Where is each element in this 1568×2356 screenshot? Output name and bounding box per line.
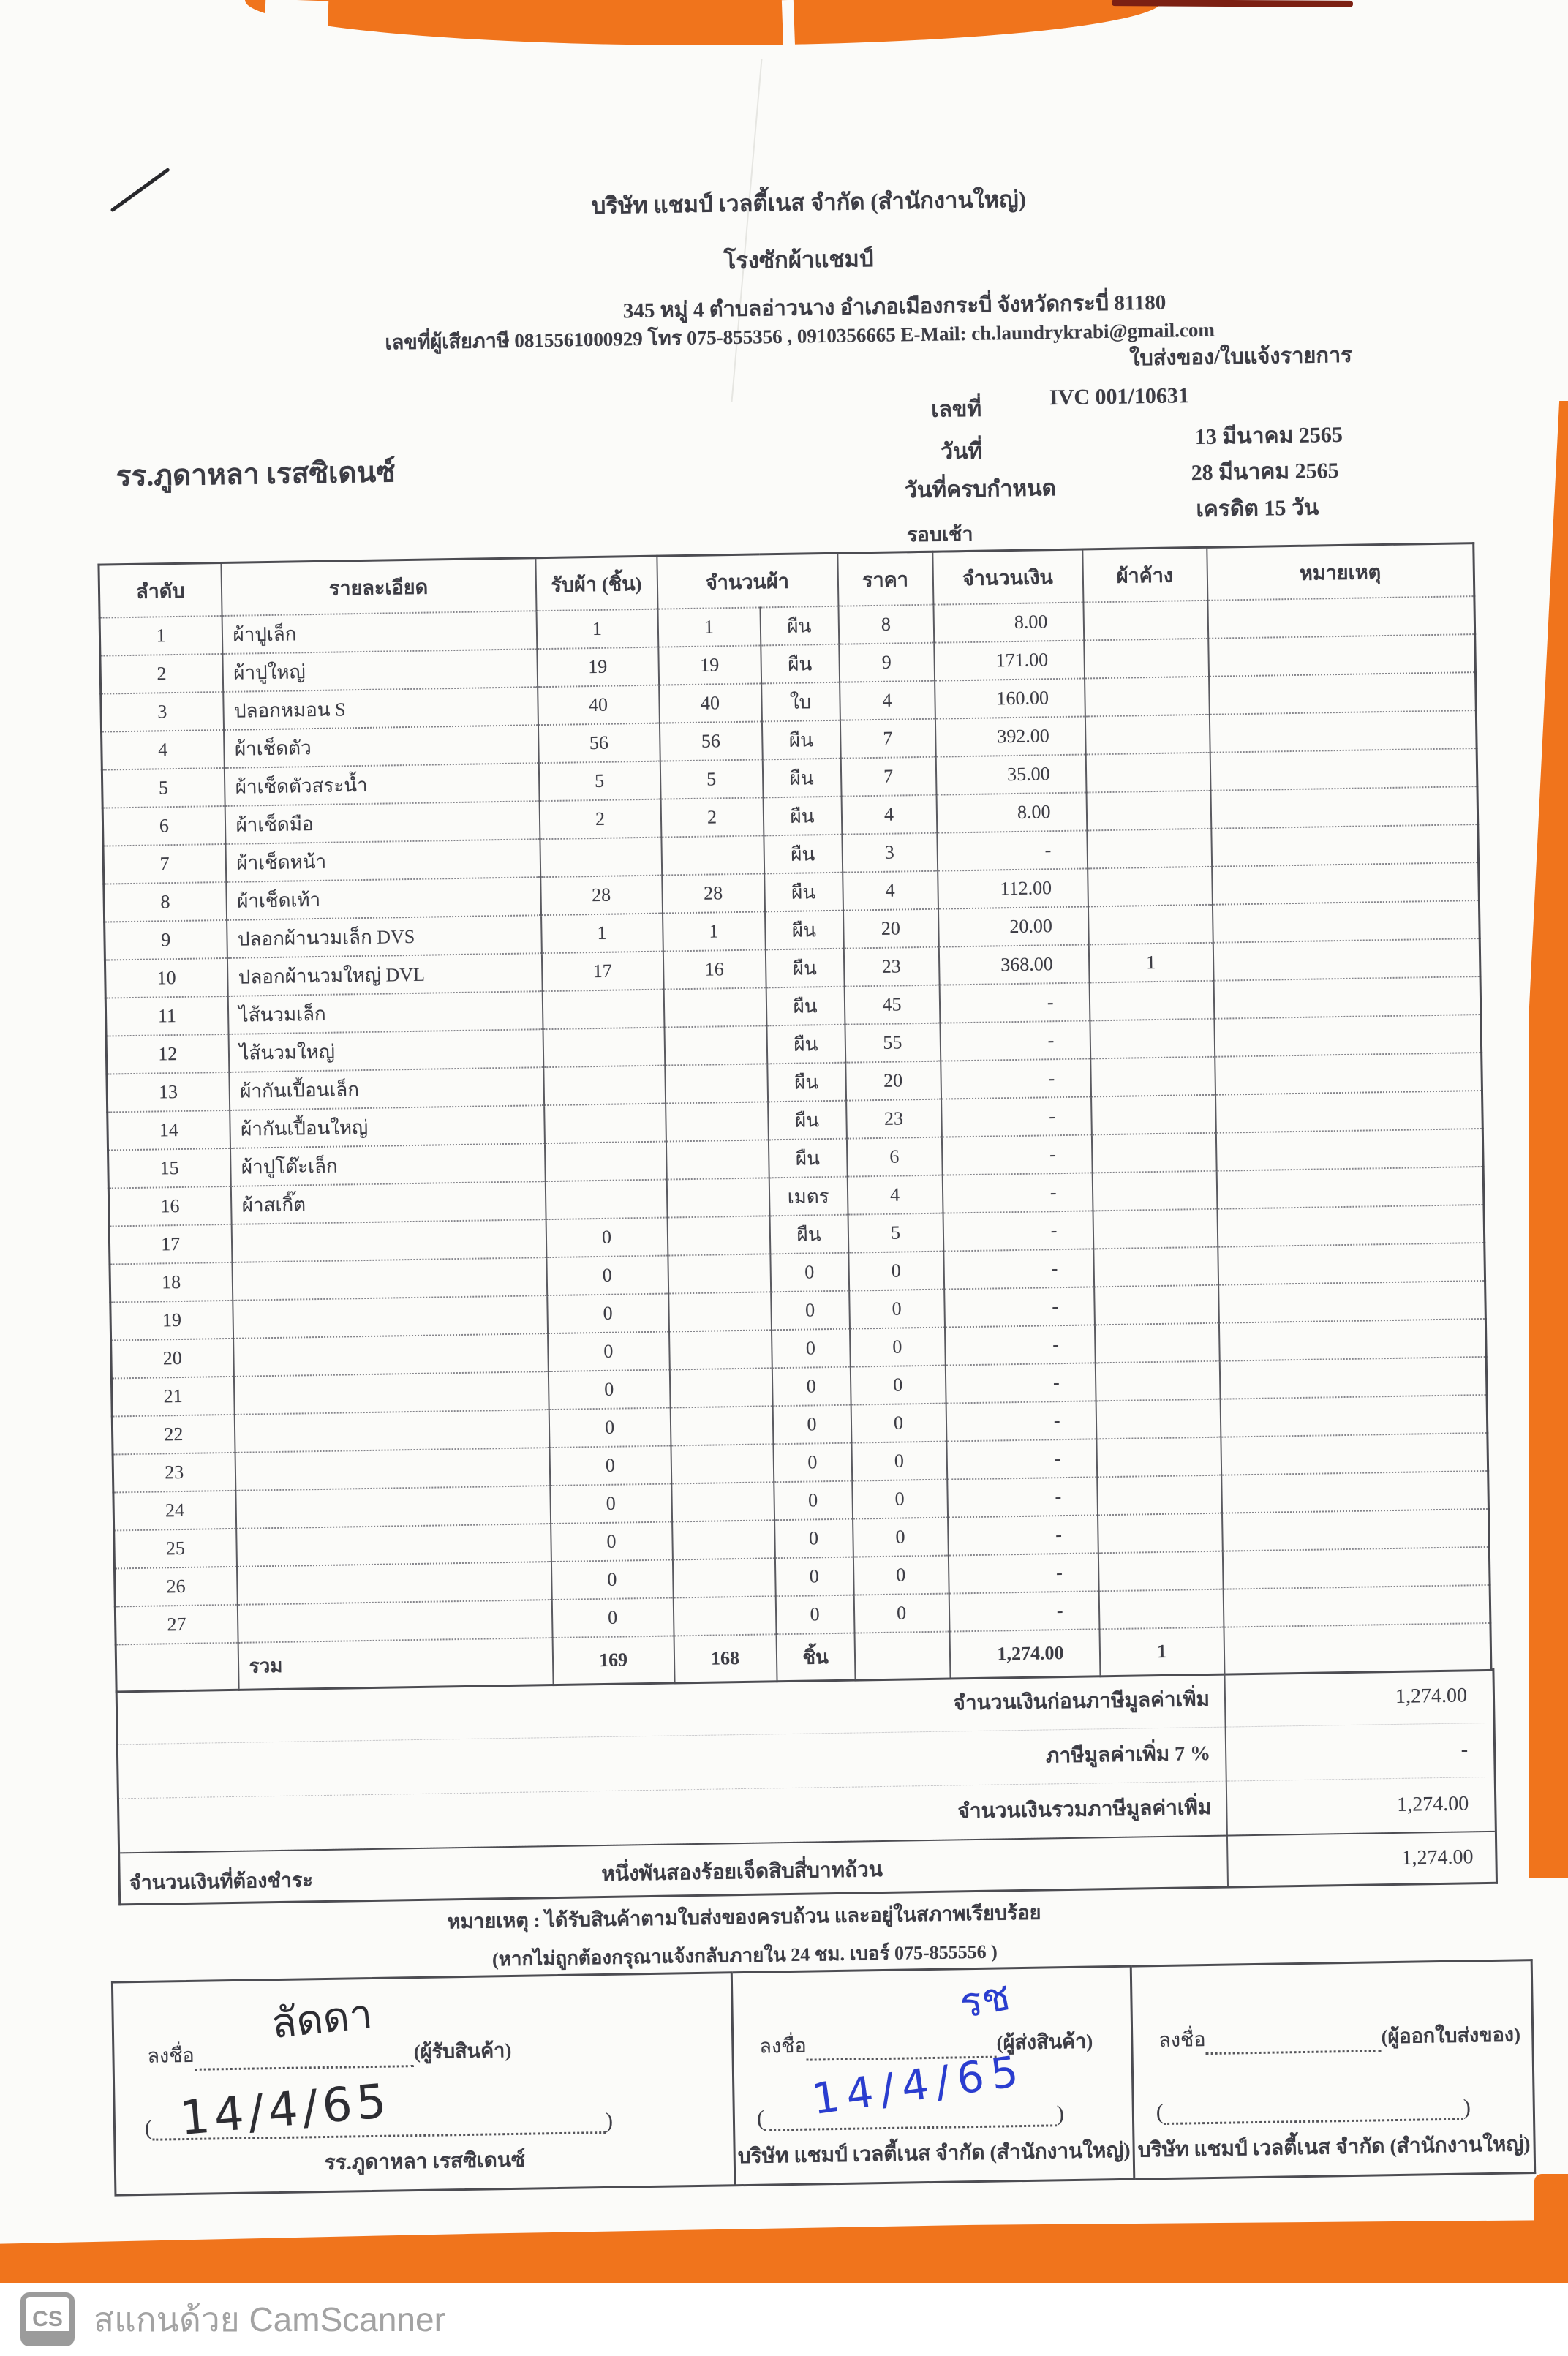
- col-header-price: ราคา: [837, 552, 933, 606]
- document-type: ใบส่งของ/ใบแจ้งรายการ: [1128, 343, 1352, 371]
- table-row: 1 ผ้าปูเล็ก 1 1 ผืน 8 8.00: [99, 596, 1475, 656]
- table-row: 17 0 ผืน 5 -: [109, 1205, 1485, 1265]
- vat-label: ภาษีมูลค่าเพิ่ม 7 %: [118, 1727, 1226, 1799]
- subtotal-value: 1,274.00: [1225, 1668, 1489, 1728]
- company-name: บริษัท แชมป์ เวลตี้เนส จำกัด (สำนักงานใหญ่): [591, 186, 1027, 219]
- col-header-amount: จำนวนเงิน: [932, 549, 1083, 605]
- table-row: 25 0 0 0 -: [114, 1509, 1490, 1569]
- table-row: 15 ผ้าปูโต๊ะเล็ก ผืน 6 -: [108, 1129, 1484, 1189]
- table-row: 6 ผ้าเช็ดมือ 2 2 ผืน 4 8.00: [102, 786, 1478, 846]
- table-row: 3 ปลอกหมอน S 40 40 ใบ 4 160.00: [101, 672, 1477, 732]
- table-row: 9 ปลอกผ้านวมเล็ก DVS 1 1 ผืน 20 20.00: [105, 900, 1480, 960]
- signature-org: รร.ภูดาหลา เรสซิเดนซ์: [324, 2148, 526, 2175]
- grand-total-label: จำนวนเงินรวมภาษีมูลค่าเพิ่ม: [119, 1781, 1226, 1853]
- table-row: 14 ผ้ากันเปื้อนใหญ่ ผืน 23 -: [108, 1091, 1483, 1151]
- invoice-date-value: 13 มีนาคม 2565: [1194, 422, 1343, 450]
- table-row: 10 ปลอกผ้านวมใหญ่ DVL 17 16 ผืน 23 368.00 1: [105, 938, 1480, 998]
- signature-role: (ผู้ออกใบส่งของ): [1381, 2023, 1521, 2048]
- summary-section: [116, 1668, 1498, 1906]
- items-table: [97, 542, 1492, 1693]
- sign-label: ลงชื่อ: [147, 2044, 195, 2067]
- due-date-value: 28 มีนาคม 2565: [1191, 458, 1339, 486]
- handwritten-signature: รช: [956, 1971, 1014, 2028]
- signature-section: [111, 1959, 1536, 2196]
- table-row: 8 ผ้าเช็ดเท้า 28 28 ผืน 4 112.00: [104, 862, 1480, 922]
- laundry-brand: โรงซักผ้าแชมป์: [723, 245, 874, 274]
- sign-label: ลงชื่อ: [759, 2034, 807, 2058]
- sign-label: ลงชื่อ: [1158, 2028, 1206, 2052]
- handwritten-date: 14/4/65: [808, 2045, 1029, 2125]
- table-row: 12 ไส้นวมใหญ่ ผืน 55 -: [106, 1015, 1482, 1074]
- invoice-no-value: IVC 001/10631: [1049, 383, 1190, 410]
- camscanner-footer: [0, 2283, 1568, 2356]
- total-row: รวม 169 168 ชิ้น 1,274.00 1: [116, 1623, 1491, 1692]
- signature-role: (ผู้ส่งสินค้า): [996, 2030, 1093, 2054]
- signature-box-sender: ลงชื่อ (ผู้ส่งสินค้า) รช ( ) 14/4/65 บริษัท แชมป์ เวลตี้เนส จำกัด (สำนักงานใหญ่): [733, 1965, 1136, 2187]
- invoice-date-label: วันที่: [940, 439, 983, 464]
- table-row: 23 0 0 0 -: [113, 1433, 1488, 1493]
- amount-payable-label: จำนวนเงินที่ต้องชำระ: [129, 1869, 314, 1894]
- table-row: 24 0 0 0 -: [113, 1471, 1489, 1531]
- subtotal-label: จำนวนเงินก่อนภาษีมูลค่าเพิ่ม: [118, 1673, 1225, 1745]
- amount-payable-value: 1,274.00: [1401, 1845, 1474, 1870]
- signature-org: บริษัท แชมป์ เวลตี้เนส จำกัด (สำนักงานใหญ่): [737, 2139, 1131, 2169]
- handwritten-date: 14/4/65: [178, 2074, 393, 2147]
- col-header-quantity: จำนวนผ้า: [657, 553, 838, 609]
- customer-name: รร.ภูดาหลา เรสซิเดนซ์: [116, 456, 396, 493]
- table-row: 22 0 0 0 -: [112, 1395, 1488, 1455]
- signature-org: บริษัท แชมป์ เวลตี้เนส จำกัด (สำนักงานใหญ่): [1137, 2133, 1531, 2162]
- tax-phone-email-line: เลขที่ผู้เสียภาษี 0815561000929 โทร 075-855356 , 0910356665 E-Mail: ch.laundrykrabi@gmail.com: [385, 318, 1215, 354]
- due-date-label: วันที่ครบกำหนด: [904, 476, 1057, 503]
- handwritten-signature: ลัดดา: [268, 1990, 375, 2049]
- dispute-note: (หากไม่ถูกต้องกรุณาแจ้งกลับภายใน 24 ชม. เบอร์ 075-855556 ): [491, 1941, 998, 1971]
- amount-in-words: หนึ่งพันสองร้อยเจ็ดสิบสี่บาทถ้วน: [601, 1859, 883, 1886]
- col-header-received: รับผ้า (ชิ้น): [535, 556, 657, 611]
- camscanner-logo-text: CS: [32, 2307, 63, 2331]
- table-row: 18 0 0 0 -: [110, 1243, 1485, 1303]
- signature-box-issuer: ลงชื่อ (ผู้ออกใบส่งของ) ( ) บริษัท แชมป์ เวลตี้เนส จำกัด (สำนักงานใหญ่): [1132, 1959, 1537, 2180]
- table-row: 26 0 0 0 -: [115, 1547, 1490, 1607]
- table-row: 19 0 0 0 -: [110, 1281, 1486, 1341]
- round-label: รอบเช้า: [907, 518, 973, 553]
- credit-terms: เครดิต 15 วัน: [1196, 495, 1319, 522]
- table-row: 11 ไส้นวมเล็ก ผืน 45 -: [105, 976, 1481, 1036]
- table-row: 4 ผ้าเช็ดตัว 56 56 ผืน 7 392.00: [102, 710, 1477, 770]
- table-row: 2 ผ้าปูใหญ่ 19 19 ผืน 9 171.00: [100, 634, 1476, 694]
- invoice-no-label: เลขที่: [931, 396, 982, 422]
- col-header-index: ลำดับ: [99, 563, 222, 618]
- signature-role: (ผู้รับสินค้า): [413, 2039, 512, 2063]
- remark-note: หมายเหตุ : ได้รับสินค้าตามใบส่งของครบถ้วน และอยู่ในสภาพเรียบร้อย: [447, 1901, 1041, 1933]
- table-row: 20 0 0 0 -: [111, 1319, 1487, 1379]
- table-row: 16 ผ้าสเกิ๊ต เมตร 4 -: [108, 1167, 1484, 1227]
- company-address: 345 หมู่ 4 ตำบลอ่าวนาง อำเภอเมืองกระบี่ จังหวัดกระบี่ 81180: [622, 290, 1166, 323]
- table-row: 27 0 0 0 -: [115, 1585, 1490, 1645]
- table-row: 13 ผ้ากันเปื้อนเล็ก ผืน 20 -: [107, 1053, 1482, 1113]
- signature-box-receiver: ลงชื่อ (ผู้รับสินค้า) ลัดดา ( ) 14/4/65 รร.ภูดาหลา เรสซิเดนซ์: [111, 1971, 736, 2196]
- signature-line: [1205, 2031, 1381, 2055]
- col-header-pending: ผ้าค้าง: [1082, 547, 1207, 602]
- table-row: 5 ผ้าเช็ดตัวสระน้ำ 5 5 ผืน 7 35.00: [102, 748, 1477, 808]
- grand-total-value: 1,274.00: [1227, 1777, 1491, 1836]
- name-line: [1164, 2099, 1463, 2125]
- table-row: 21 0 0 0 -: [111, 1357, 1487, 1417]
- items-tbody: [99, 596, 1491, 1692]
- vat-value: -: [1226, 1723, 1490, 1782]
- col-header-description: รายละเอียด: [221, 558, 536, 616]
- camscanner-logo-icon: [20, 2292, 75, 2346]
- camscanner-watermark-text: สแกนด้วย CamScanner: [94, 2300, 445, 2338]
- table-row: 7 ผ้าเช็ดหน้า ผืน 3 -: [103, 824, 1479, 884]
- col-header-remark: หมายเหตุ: [1207, 543, 1474, 601]
